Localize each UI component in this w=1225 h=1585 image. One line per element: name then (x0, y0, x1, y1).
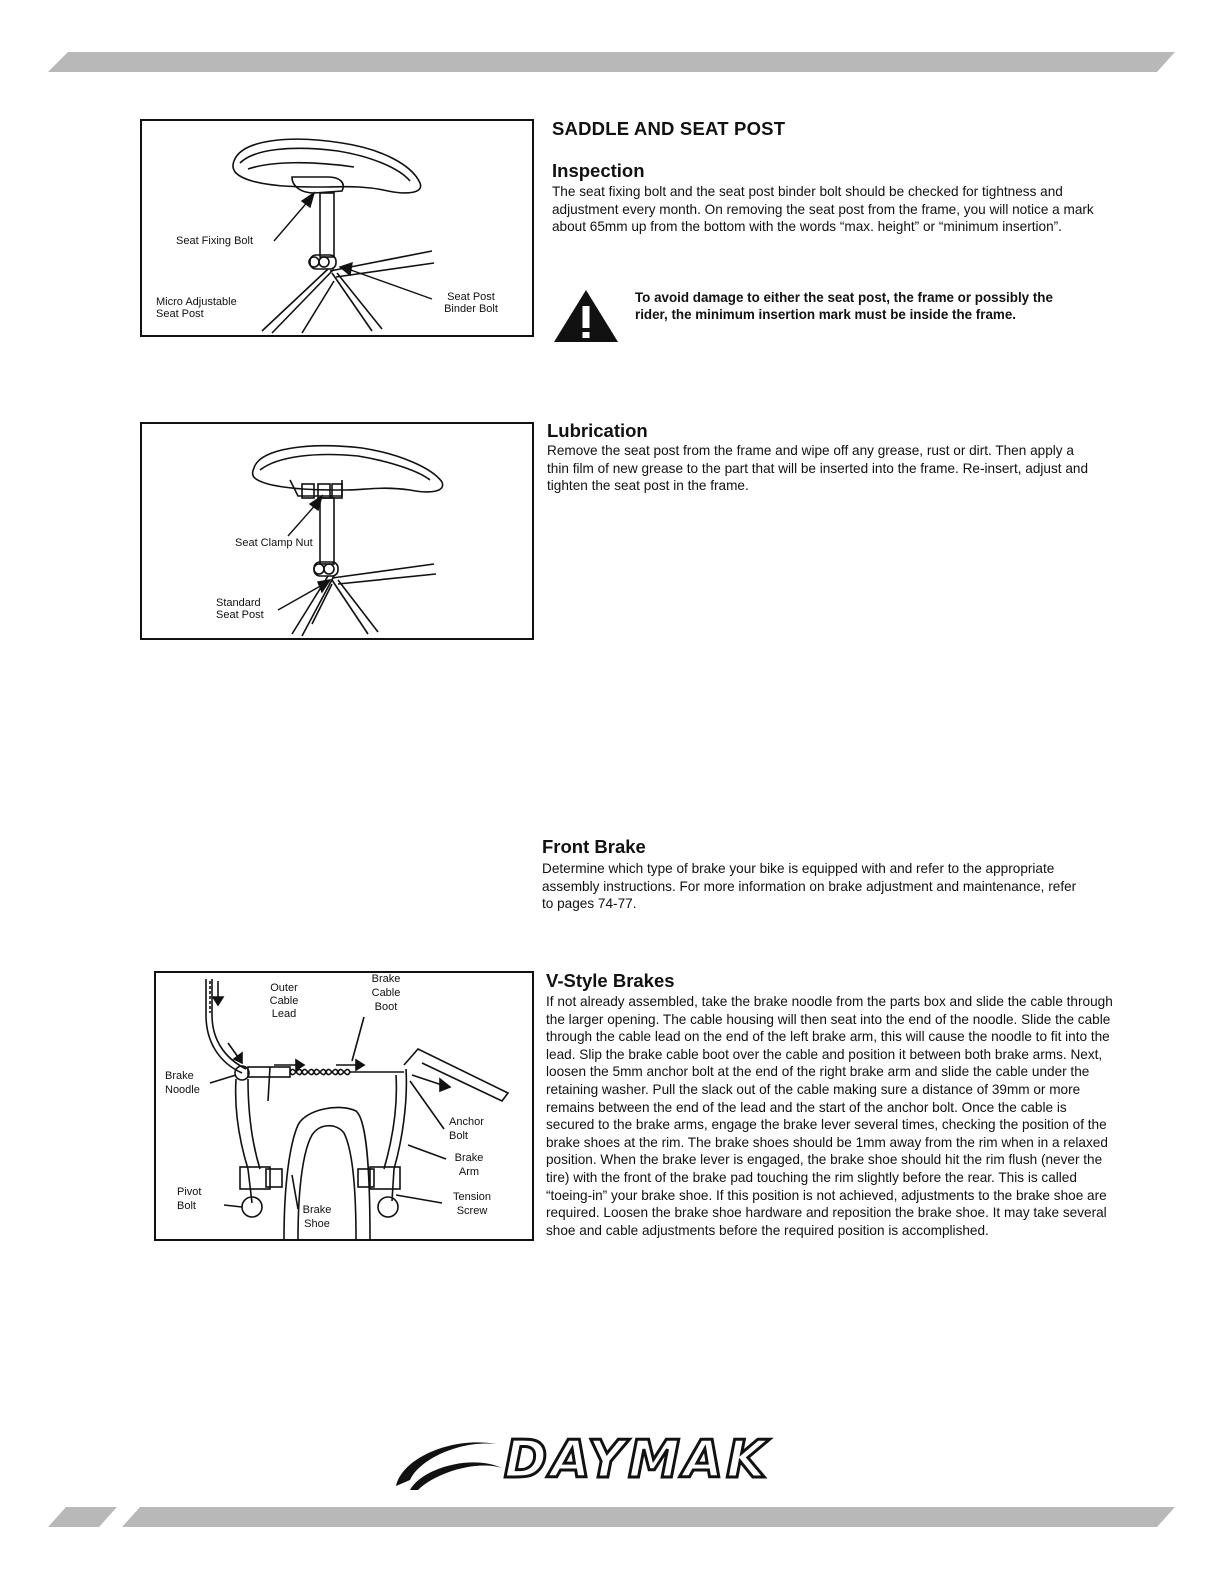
v-brakes-text: If not already assembled, take the brake noodle from the parts box and slide the cable through the larger opening. The cable housing will then seat into the end of the noodle. Slide the cable through the cable lead on the end of the left brake arm, this will cause the noodle to fit into the lead. Slip the brake cable boot over the cable and position it between both brake arms. Next, loosen the 5mm anchor bolt at the end of the right brake arm and slide the cable under the retaining washer. Pull the slack out of the cable making sure a distance of 39mm or more remains between the end of the lead and the start of the anchor bolt. Once the cable is secured to the brake arms, engage the brake lever several times, checking the position of the brake shoes at the rim. The brake shoes should be 1mm away from the rim when in a relaxed position. When the brake lever is engaged, the brake shoe should hit the rim flush (never the tire) with the front of the brake pad touching the rim slightly before the rear. This is called “toeing-in” your brake shoe. If this position is not achieved, adjustments to the brake shoe are required. Loosen the brake shoe hardware and reposition the brake shoe. It may take several shoe and cable adjustments before the required position is accomplished. (546, 994, 1113, 1238)
label-lead: Lead (271, 1008, 297, 1020)
label-micro-adjustable: Micro Adjustable (156, 296, 237, 308)
label-seat-fixing-bolt: Seat Fixing Bolt (176, 235, 254, 247)
logo-text: DAYMAK (504, 1430, 770, 1490)
label-brake-shoe-2: Shoe (304, 1218, 330, 1230)
standard-seat-post-drawing (142, 424, 532, 638)
label-cable: Cable (269, 995, 299, 1007)
v-brakes-heading: V-Style Brakes (546, 970, 675, 991)
label-boot: Boot (374, 1001, 398, 1013)
daymak-logo (392, 1428, 832, 1496)
label-binder-bolt: Binder Bolt (444, 303, 498, 315)
label-brake-noodle-1: Brake (165, 1070, 194, 1082)
saddle-title: SADDLE AND SEAT POST (552, 118, 786, 139)
inspection-text: The seat fixing bolt and the seat post binder bolt should be checked for tightness and adjustment every month. On removing the seat post from the frame, you will notice a mark about 65mm up from the bottom with the words “max. height” or “minimum insertion”. (552, 184, 1094, 235)
bottom-band (0, 1495, 1225, 1535)
label-cable-top: Cable (371, 987, 401, 999)
front-brake-section (542, 836, 1082, 913)
label-pivot-bolt: Bolt (177, 1200, 196, 1212)
front-brake-text: Determine which type of brake your bike is equipped with and refer to the appropriate assembly instructions. For more information on brake adjustment and maintenance, refer to pages 74-77. (542, 861, 1077, 912)
label-brake-arm-1: Brake (454, 1152, 484, 1164)
top-band (0, 0, 1225, 80)
lubrication-heading: Lubrication (547, 420, 648, 441)
lubrication-text: Remove the seat post from the frame and wipe off any grease, rust or dirt. Then apply a thin film of new grease to the part that will be inserted into the frame. Re-insert, adjust and tighten the seat post in the frame. (547, 443, 1089, 494)
inspection-heading: Inspection (552, 160, 645, 181)
label-pivot: Pivot (177, 1186, 202, 1198)
label-anchor-bolt: Bolt (449, 1130, 468, 1142)
saddle-section (552, 118, 1097, 236)
label-standard: Standard (216, 597, 261, 609)
label-seat-clamp-nut: Seat Clamp Nut (235, 537, 313, 549)
label-brake-arm-2: Arm (458, 1166, 480, 1178)
label-seat-post: Seat Post (156, 308, 204, 320)
v-brake-figure (154, 971, 534, 1241)
v-brakes-section (546, 970, 1118, 1239)
label-brake-noodle-2: Noodle (165, 1084, 200, 1096)
label-tension: Tension (453, 1191, 491, 1203)
label-anchor: Anchor (449, 1116, 484, 1128)
label-seat-post-binder: Seat Post (447, 291, 495, 303)
standard-seat-post-figure (140, 422, 534, 640)
label-brake-top: Brake (371, 973, 401, 985)
warning-triangle-icon (552, 288, 620, 344)
label-brake-shoe-1: Brake (302, 1204, 332, 1216)
label-seat-post-2: Seat Post (216, 609, 264, 621)
label-outer: Outer (270, 982, 298, 994)
front-brake-heading: Front Brake (542, 836, 646, 857)
lubrication-section (547, 420, 1097, 495)
label-screw: Screw (456, 1205, 488, 1217)
warning-text: To avoid damage to either the seat post, the frame or possibly the rider, the minimum insertion mark must be inside the frame. (635, 290, 1053, 322)
seat-post-figure (140, 119, 534, 337)
